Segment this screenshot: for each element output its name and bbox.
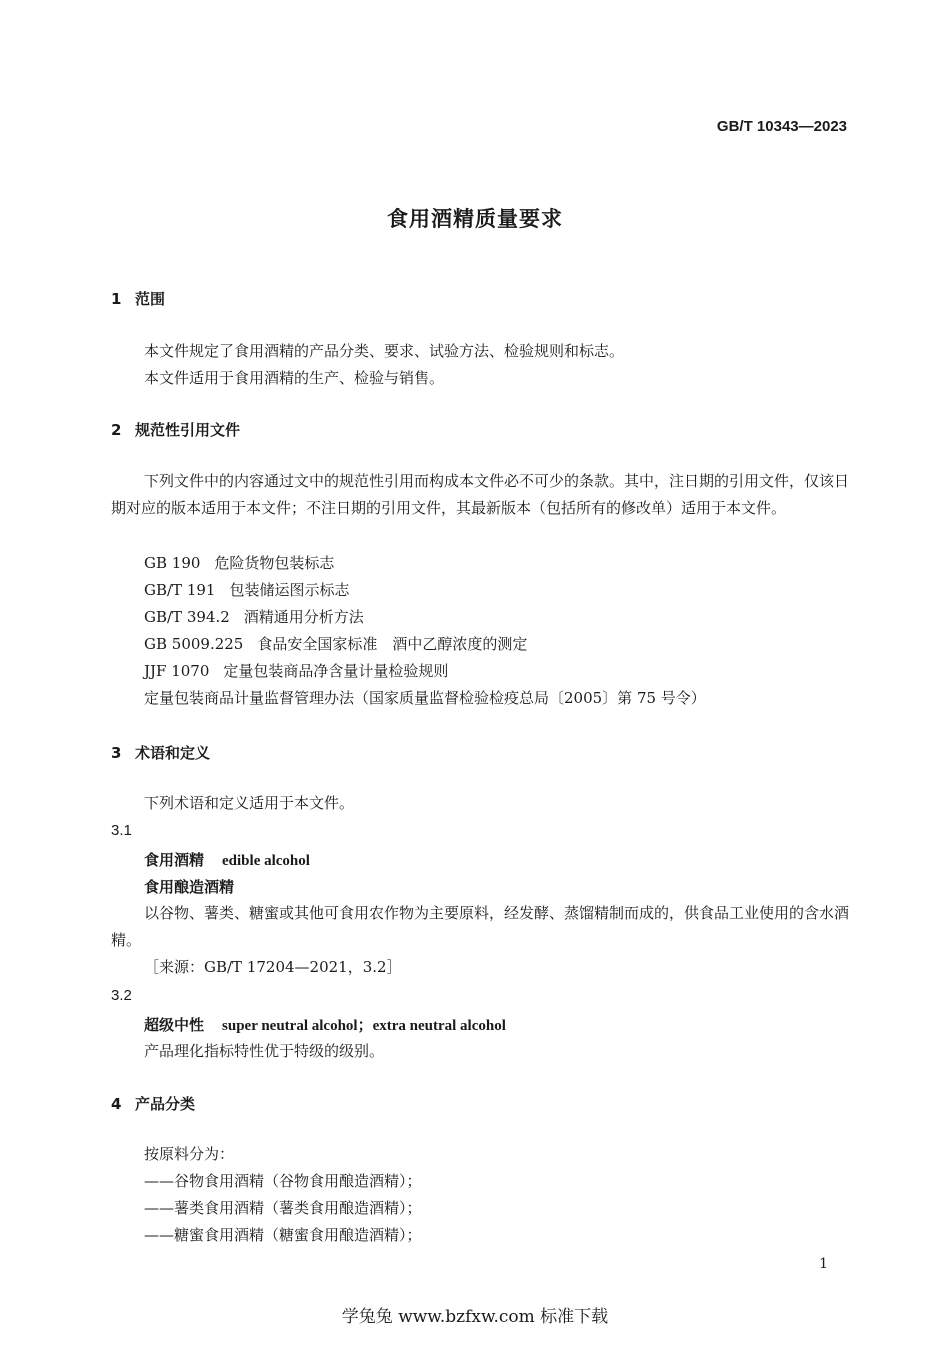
list-item: ——糖蜜食用酒精（糖蜜食用酿造酒精）；: [144, 1226, 422, 1244]
normative-reference-regulation: 定量包装商品计量监督管理办法（国家质量监督检验检疫总局〔2005〕第 75 号令）: [144, 689, 706, 707]
normative-reference: GB 190 危险货物包装标志: [144, 554, 335, 572]
normative-reference: GB/T 191 包装储运图示标志: [144, 581, 350, 599]
section-3-heading: 3 术语和定义: [111, 744, 211, 762]
list-item: ——谷物食用酒精（谷物食用酿造酒精）；: [144, 1172, 422, 1190]
list-item: ——薯类食用酒精（薯类食用酿造酒精）；: [144, 1199, 422, 1217]
footer-watermark: 学兔兔 www.bzfxw.com 标准下载: [341, 1307, 609, 1327]
term-3-1-definition: 以谷物、薯类、糖蜜或其他可食用农作物为主要原料，经发酵、蒸馏精制而成的，供食品工业使用的含水酒精。: [111, 904, 850, 949]
section-2-heading: 2 规范性引用文件: [111, 421, 241, 439]
term-3-1-number: 3.1: [111, 822, 132, 839]
term-3-2-heading: 超级中性 super neutral alcohol；extra neutral alcohol: [144, 1016, 506, 1034]
normative-reference: GB 5009.225 食品安全国家标准 酒中乙醇浓度的测定: [144, 635, 528, 653]
section-4-heading: 4 产品分类: [111, 1095, 196, 1113]
term-3-1-source: ［来源：GB/T 17204—2021，3.2］: [144, 958, 402, 976]
term-3-2-definition: 产品理化指标特性优于特级的级别。: [144, 1042, 385, 1060]
term-3-1-heading: 食用酒精 edible alcohol: [144, 851, 310, 869]
section-2-intro: 下列文件中的内容通过文中的规范性引用而构成本文件必不可少的条款。其中，注日期的引用文件，仅该日期对应的版本适用于本文件；不注日期的引用文件，其最新版本（包括所有的修改单）适用于本文件。: [111, 472, 850, 517]
document-title: 食用酒精质量要求: [387, 207, 563, 231]
normative-reference: GB/T 394.2 酒精通用分析方法: [144, 608, 364, 626]
section-1-scope-text: 本文件规定了食用酒精的产品分类、要求、试验方法、检验规则和标志。: [144, 342, 625, 360]
section-1-applicability-text: 本文件适用于食用酒精的生产、检验与销售。: [144, 369, 445, 387]
section-4-intro: 按原料分为：: [144, 1145, 235, 1163]
section-3-intro: 下列术语和定义适用于本文件。: [144, 794, 355, 812]
normative-reference: JJF 1070 定量包装商品净含量计量检验规则: [144, 662, 449, 680]
term-3-1-alt-term: 食用酿造酒精: [144, 878, 235, 896]
section-1-heading: 1 范围: [111, 290, 166, 308]
page-number: 1: [819, 1256, 828, 1272]
standard-number: GB/T 10343—2023: [716, 118, 847, 135]
term-3-2-number: 3.2: [111, 987, 132, 1004]
